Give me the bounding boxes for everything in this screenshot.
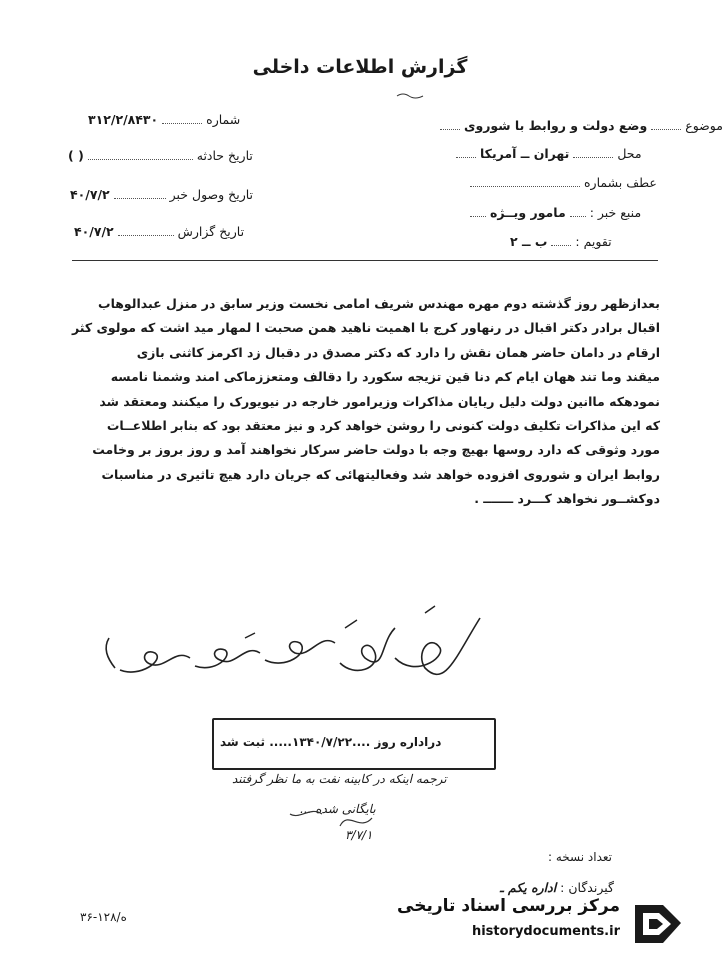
dotted-line xyxy=(470,206,486,217)
report-date-field xyxy=(74,224,244,239)
place-field xyxy=(456,146,642,161)
number-field xyxy=(88,112,240,127)
body-line: روابط ایران و شوروی افزوده خواهد شد وفعالیتهائی که جریان دارد هیچ تاثیری در مناسبات xyxy=(101,466,660,482)
number-label: شماره xyxy=(206,112,241,127)
handwritten-signature xyxy=(95,598,485,708)
body-line: مورد وثوقی که دارد روسها بهیچ وجه با دولت حاضر سرکار نخواهند آمد و روز بروز بر وخامت xyxy=(92,442,660,458)
dotted-line xyxy=(114,188,166,199)
place-label: محل xyxy=(617,146,642,161)
body-line: که این مذاکرات تکلیف دولت کنونی را روشن خواهد کرد و نیز معتقد بود که بنابر اطلاعــات xyxy=(106,418,660,434)
document-code: ۳۶-۱۲۸/ه xyxy=(80,910,127,924)
reference-label: عطف بشماره xyxy=(583,175,657,190)
handwritten-note: ۳/۷/۱ xyxy=(345,828,373,842)
evaluation-label: تقویم : xyxy=(575,234,612,249)
dotted-line xyxy=(440,119,460,130)
recipients-value: اداره یکم ـ xyxy=(500,880,557,895)
dotted-line xyxy=(162,113,202,124)
report-date-label: تاریخ گزارش xyxy=(177,224,245,239)
place-value: تهران ــ آمریکا xyxy=(479,146,570,161)
title-underline-mark xyxy=(395,92,425,100)
evaluation-field xyxy=(510,234,612,249)
dotted-line xyxy=(88,149,193,160)
stamp-text: دراداره روز ....۱۳۴۰/۷/۲۲..... ثبت شد xyxy=(220,735,442,749)
event-date-value: ( ) xyxy=(68,148,84,163)
source-label: منبع خبر : xyxy=(589,205,642,220)
handwriting-strokes xyxy=(230,770,520,848)
dotted-line xyxy=(456,147,476,158)
event-date-label: تاریخ حادثه xyxy=(196,148,253,163)
body-line: اقبال برادر دکتر اقبال در رنهاور کرج با اهمیت ناهید همن صحبت ا لمهار مید اشت که مولوی کثر xyxy=(71,320,660,336)
subject-value: وضع دولت و روابط با شوروی xyxy=(463,118,648,133)
report-title: گزارش اطلاعات داخلی xyxy=(252,56,468,78)
dotted-line xyxy=(118,225,174,236)
recipients-label: گیرندگان : xyxy=(560,880,614,895)
subject-field xyxy=(440,118,723,133)
handwritten-note: ترجمه اینکه در کابینه نفت به ما نظر گرفتند xyxy=(232,772,447,786)
source-value: مامور ویــژه xyxy=(489,205,566,220)
body-line: بعدازظهر روز گذشته دوم مهره مهندس شریف امامی نخست وزیر سابق در منزل عبدالوهاب xyxy=(98,296,660,311)
body-line: دوکشــور نخواهد کـــرد ـــــــ . xyxy=(474,491,660,507)
body-line: ارقام در دامان حاضر همان نقش را دارد که دکتر مصدق در دقبال زد اکرمز کاثنی بازی xyxy=(136,344,660,360)
dotted-line xyxy=(573,147,613,158)
received-date-label: تاریخ وصول خبر xyxy=(169,187,254,202)
source-field xyxy=(470,205,641,220)
archive-watermark xyxy=(397,893,695,955)
watermark-title: مرکز بررسی اسناد تاریخی xyxy=(397,896,620,916)
body-line: نمودهکه ماانین دولت دلیل ریایان مذاکرات وزیرامور خارجه در نیویورک را میکنند ومعتقد شد xyxy=(99,393,660,409)
dotted-line xyxy=(570,206,586,217)
dotted-line xyxy=(470,176,580,187)
header-divider xyxy=(72,260,658,261)
body-line: میقند وما تند ههان ایام کم دنا قین تزیجه سکورد را دقالف ومتعززماکی امند وشمنا نامسه xyxy=(110,369,660,385)
dotted-line xyxy=(551,235,571,246)
event-date-field xyxy=(68,148,253,163)
archive-logo-icon xyxy=(629,897,687,951)
report-date-value: ۴۰/۷/۲ xyxy=(74,224,114,239)
dotted-line xyxy=(651,119,681,130)
reference-field xyxy=(470,175,657,190)
copies-label: تعداد نسخه : xyxy=(548,850,613,864)
received-date-value: ۴۰/۷/۲ xyxy=(70,187,110,202)
handwritten-note: بایگانی شده ... xyxy=(300,802,376,816)
subject-label: موضوع xyxy=(685,118,723,133)
evaluation-value: ب ــ ۲ xyxy=(510,234,548,249)
watermark-url: historydocuments.ir xyxy=(471,924,620,939)
report-body xyxy=(70,292,660,512)
received-date-field xyxy=(70,187,253,202)
number-value: ۳۱۲/۲/۸۴۳۰ xyxy=(88,112,159,127)
